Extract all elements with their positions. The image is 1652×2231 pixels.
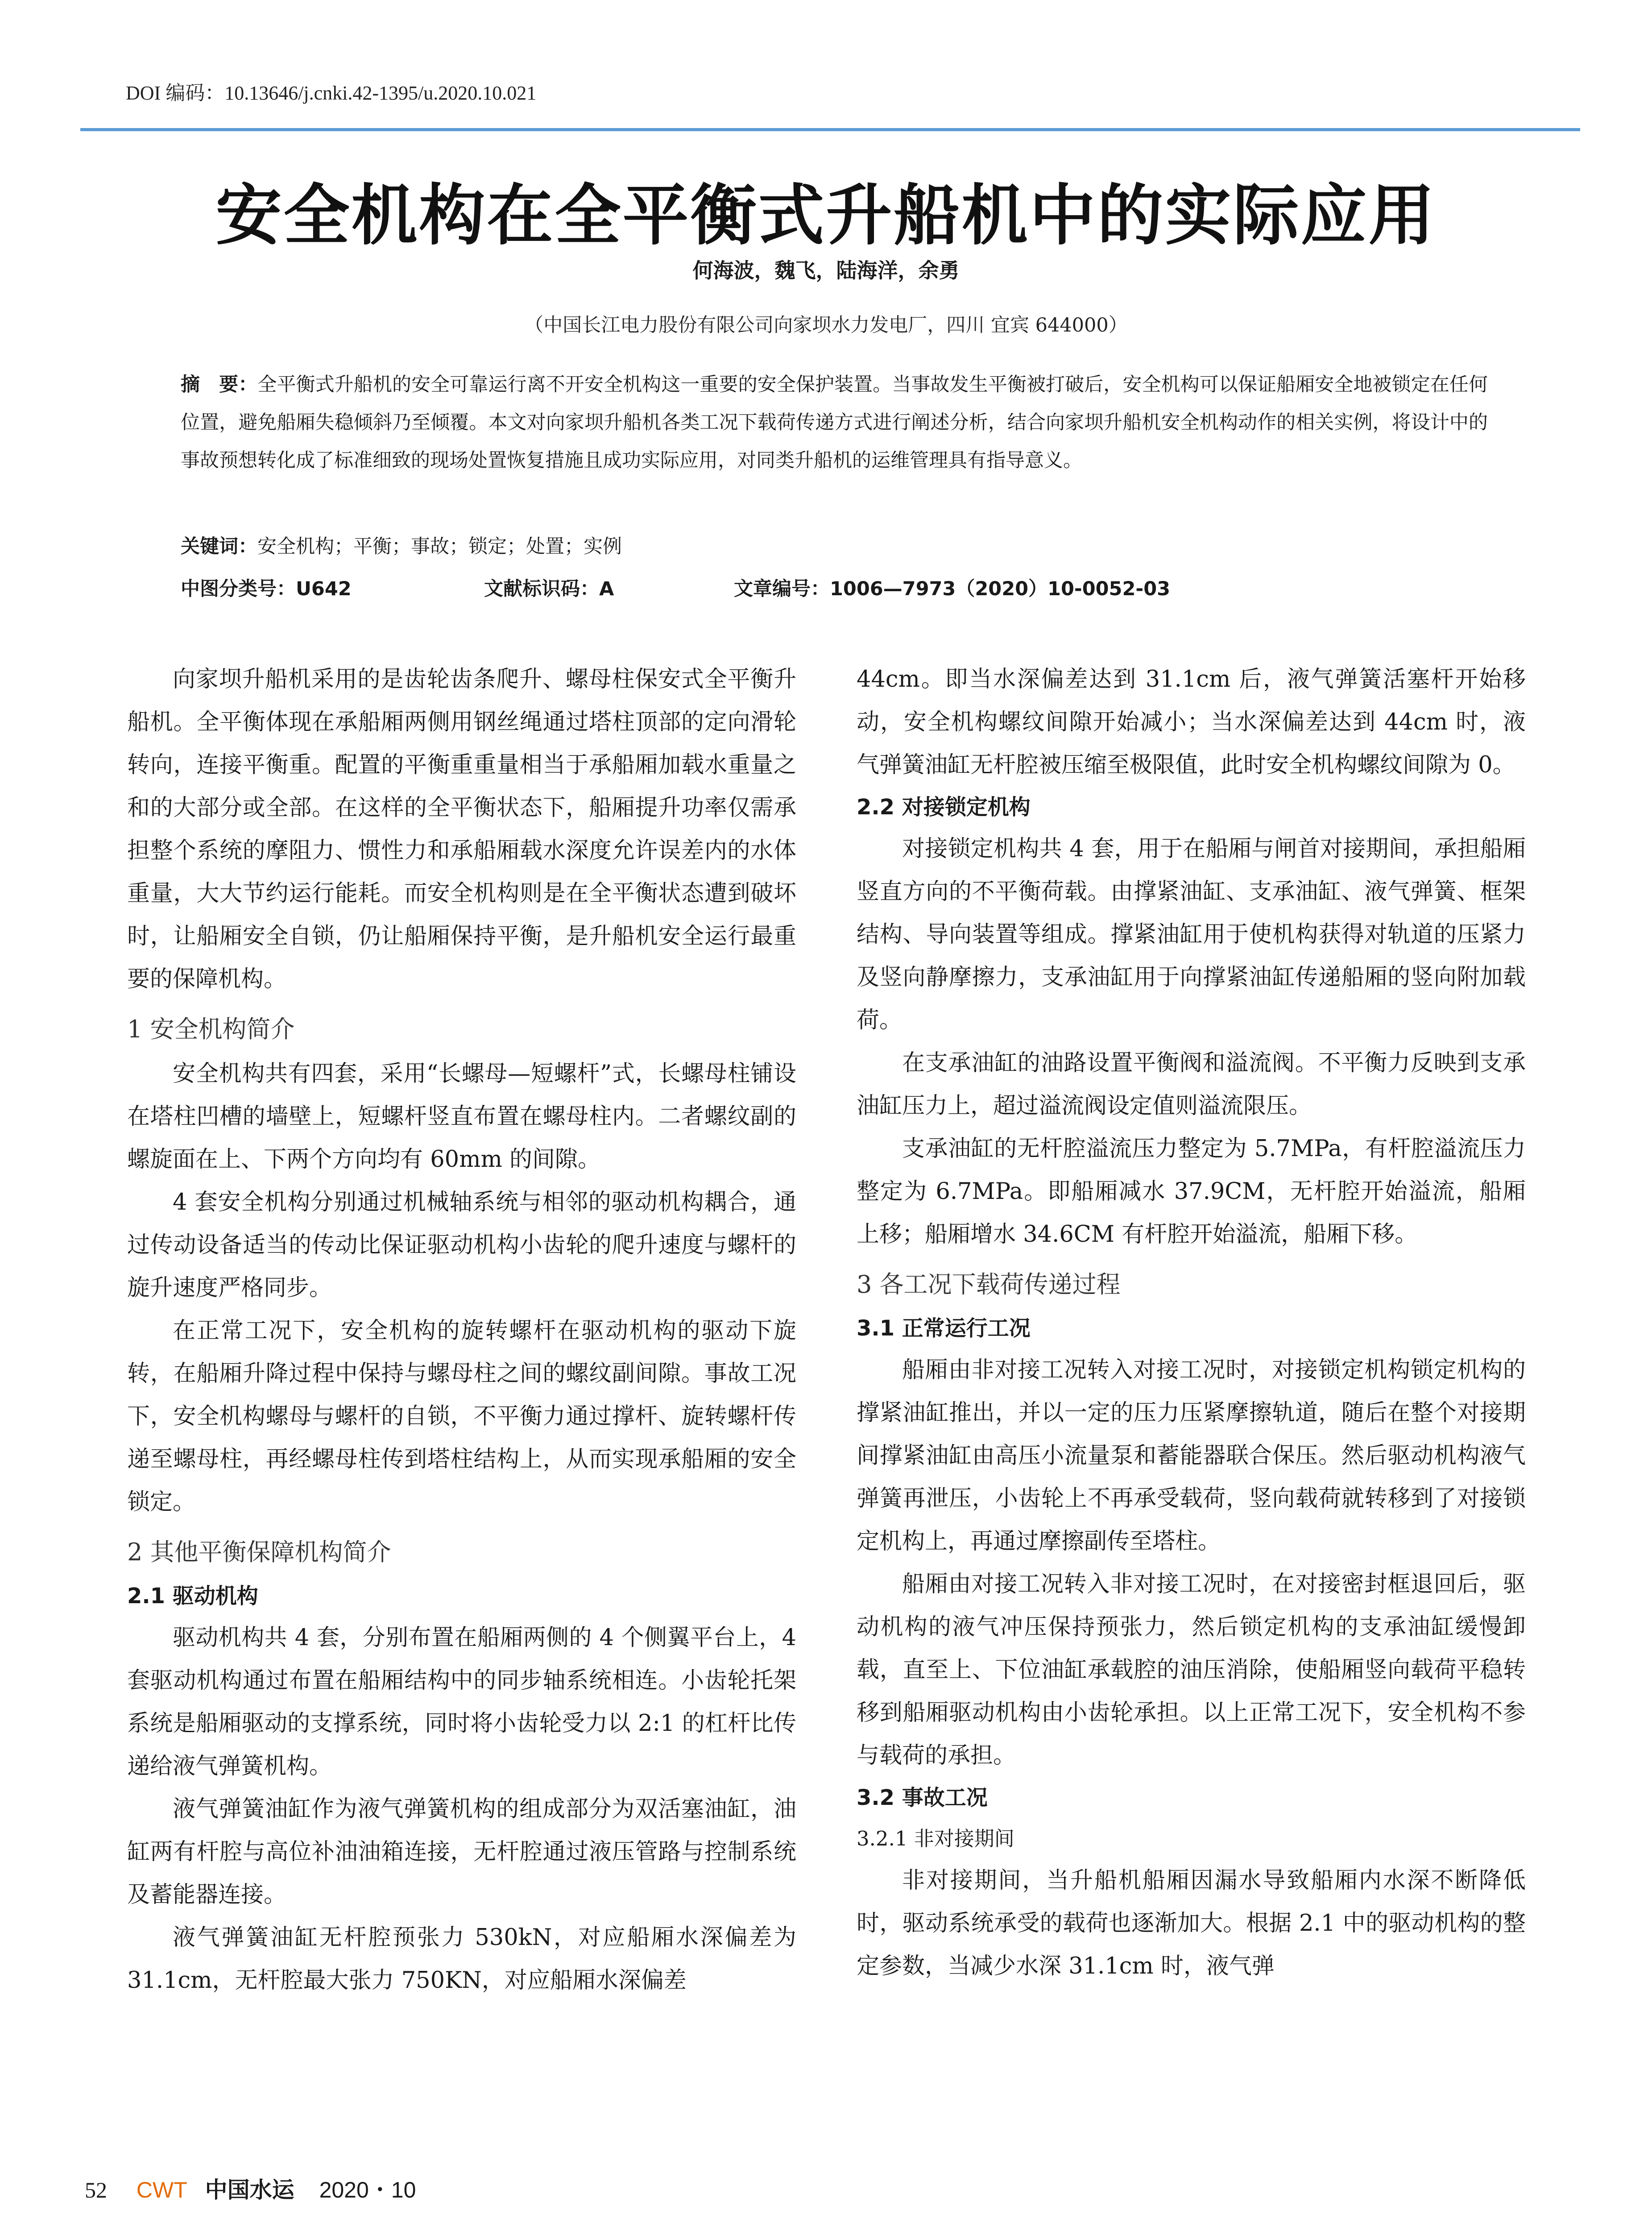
- paragraph-intro: 向家坝升船机采用的是齿轮齿条爬升、螺母柱保安式全平衡升船机。全平衡体现在承船厢两侧用钢丝绳通过塔柱顶部的定向滑轮转向，连接平衡重。配置的平衡重重量相当于承船厢加载水重量之和的大部分或全部。在这样的全平衡状态下，船厢提升功率仅需承担整个系统的摩阻力、惯性力和承船厢载水深度允许误差内的水体重量，大大节约运行能耗。而安全机构则是在全平衡状态遭到破坏时，让船厢安全自锁，仍让船厢保持平衡，是升船机安全运行最重要的保障机构。: [127, 666, 796, 992]
- article-authors: 何海波，魏飞，陆海洋，余勇: [692, 258, 960, 282]
- journal-name: 中国水运: [205, 2177, 294, 2203]
- paragraph-1a: 安全机构共有四套，采用“长螺母—短螺杆”式，长螺母柱铺设在塔柱凹槽的墙壁上，短螺杆竖直布置在螺母柱内。二者螺纹副的螺旋面在上、下两个方向均有 60mm 的间隙。: [127, 1061, 796, 1173]
- paragraph-continued: 44cm。即当水深偏差达到 31.1cm 后，液气弹簧活塞杆开始移动，安全机构螺纹间隙开始减小；当水深偏差达到 44cm 时，液气弹簧油缸无杆腔被压缩至极限值，此时安全机构螺纹间隙为 0。: [857, 666, 1526, 778]
- body-column-right: [857, 658, 1526, 1988]
- paragraph-3c: 非对接期间，当升船机船厢因漏水导致船厢内水深不断降低时，驱动系统承受的载荷也逐渐加大。根据 2.1 中的驱动机构的整定参数，当减少水深 31.1cm 时，液气弹: [857, 1867, 1526, 1979]
- paragraph-2e: 在支承油缸的油路设置平衡阀和溢流阀。不平衡力反映到支承油缸压力上，超过溢流阀设定值则溢流限压。: [857, 1050, 1526, 1119]
- abstract-label: 摘 要：: [181, 373, 258, 396]
- journal-brand: CWT: [136, 2177, 187, 2202]
- keywords-text: 安全机构；平衡；事故；锁定；处置；实例: [257, 535, 622, 558]
- section-heading-1: 1 安全机构简介: [127, 1015, 295, 1043]
- clc-number: 中图分类号：U642: [181, 578, 352, 600]
- header-rule: [80, 128, 1580, 131]
- paragraph-3b: 船厢由对接工况转入非对接工况时，在对接密封框退回后，驱动机构的液气冲压保持预张力，然后锁定机构的支承油缸缓慢卸载，直至上、下位油缸承载腔的油压消除，使船厢竖向载荷平稳转移到船厢驱动机构由小齿轮承担。以上正常工况下，安全机构不参与载荷的承担。: [857, 1571, 1526, 1769]
- paragraph-2c: 液气弹簧油缸无杆腔预张力 530kN，对应船厢水深偏差为 31.1cm，无杆腔最大张力 750KN，对应船厢水深偏差: [127, 1924, 796, 1994]
- subsection-heading-2-1: 2.1 驱动机构: [127, 1584, 258, 1609]
- section-heading-2: 2 其他平衡保障机构简介: [127, 1538, 391, 1566]
- journal-issue: 2020・10: [319, 2177, 416, 2202]
- subsection-heading-3-2: 3.2 事故工况: [857, 1785, 988, 1810]
- article-number: 文章编号：1006—7973（2020）10-0052-03: [734, 578, 1171, 600]
- classification-line: [181, 573, 1488, 605]
- document-code: 文献标识码：A: [484, 578, 614, 600]
- article-title: 安全机构在全平衡式升船机中的实际应用: [215, 176, 1437, 254]
- paragraph-2a: 驱动机构共 4 套，分别布置在船厢两侧的 4 个侧翼平台上，4 套驱动机构通过布置在船厢结构中的同步轴系统相连。小齿轮托架系统是船厢驱动的支撑系统，同时将小齿轮受力以 2:1 的杠杆比传递给液气弹簧机构。: [127, 1625, 796, 1779]
- abstract: [181, 366, 1488, 480]
- paragraph-1b: 4 套安全机构分别通过机械轴系统与相邻的驱动机构耦合，通过传动设备适当的传动比保证驱动机构小齿轮的爬升速度与螺杆的旋升速度严格同步。: [127, 1189, 796, 1301]
- page-number: 52: [85, 2177, 107, 2202]
- paragraph-1c: 在正常工况下，安全机构的旋转螺杆在驱动机构的驱动下旋转，在船厢升降过程中保持与螺母柱之间的螺纹副间隙。事故工况下，安全机构螺母与螺杆的自锁，不平衡力通过撑杆、旋转螺杆传递至螺母柱，再经螺母柱传到塔柱结构上，从而实现承船厢的安全锁定。: [127, 1318, 796, 1515]
- page-footer: [85, 2172, 416, 2208]
- abstract-text: 全平衡式升船机的安全可靠运行离不开安全机构这一重要的安全保护装置。当事故发生平衡被打破后，安全机构可以保证船厢安全地被锁定在任何位置，避免船厢失稳倾斜乃至倾覆。本文对向家坝升船机各类工况下载荷传递方式进行阐述分析，结合向家坝升船机安全机构动作的相关实例，将设计中的事故预想转化成了标准细致的现场处置恢复措施且成功实际应用，对同类升船机的运维管理具有指导意义。: [181, 373, 1488, 472]
- paragraph-2f: 支承油缸的无杆腔溢流压力整定为 5.7MPa，有杆腔溢流压力整定为 6.7MPa。即船厢减水 37.9CM，无杆腔开始溢流，船厢上移；船厢增水 34.6CM 有杆腔开始溢流，船厢下移。: [857, 1136, 1526, 1248]
- body-column-left: [127, 658, 796, 2002]
- keywords-label: 关键词：: [181, 535, 257, 558]
- keywords: [181, 531, 1488, 562]
- paragraph-3a: 船厢由非对接工况转入对接工况时，对接锁定机构锁定机构的撑紧油缸推出，并以一定的压力压紧摩擦轨道，随后在整个对接期间撑紧油缸由高压小流量泵和蓄能器联合保压。然后驱动机构液气弹簧再泄压，小齿轮上不再承受载荷，竖向载荷就转移到了对接锁定机构上，再通过摩擦副传至塔柱。: [857, 1357, 1526, 1555]
- subsection-heading-2-2: 2.2 对接锁定机构: [857, 795, 1031, 820]
- subsubsection-heading-3-2-1: 3.2.1 非对接期间: [857, 1827, 1014, 1850]
- section-heading-3: 3 各工况下载荷传递过程: [857, 1270, 1121, 1298]
- article-affiliation: （中国长江电力股份有限公司向家坝水力发电厂，四川 宜宾 644000）: [524, 314, 1128, 336]
- doi-line: DOI 编码：10.13646/j.cnki.42-1395/u.2020.10.021: [126, 82, 537, 104]
- subsection-heading-3-1: 3.1 正常运行工况: [857, 1316, 1031, 1341]
- paragraph-2d: 对接锁定机构共 4 套，用于在船厢与闸首对接期间，承担船厢竖直方向的不平衡荷载。由撑紧油缸、支承油缸、液气弹簧、框架结构、导向装置等组成。撑紧油缸用于使机构获得对轨道的压紧力及竖向静摩擦力，支承油缸用于向撑紧油缸传递船厢的竖向附加载荷。: [857, 836, 1526, 1033]
- paragraph-2b: 液气弹簧油缸作为液气弹簧机构的组成部分为双活塞油缸，油缸两有杆腔与高位补油油箱连接，无杆腔通过液压管路与控制系统及蓄能器连接。: [127, 1796, 796, 1908]
